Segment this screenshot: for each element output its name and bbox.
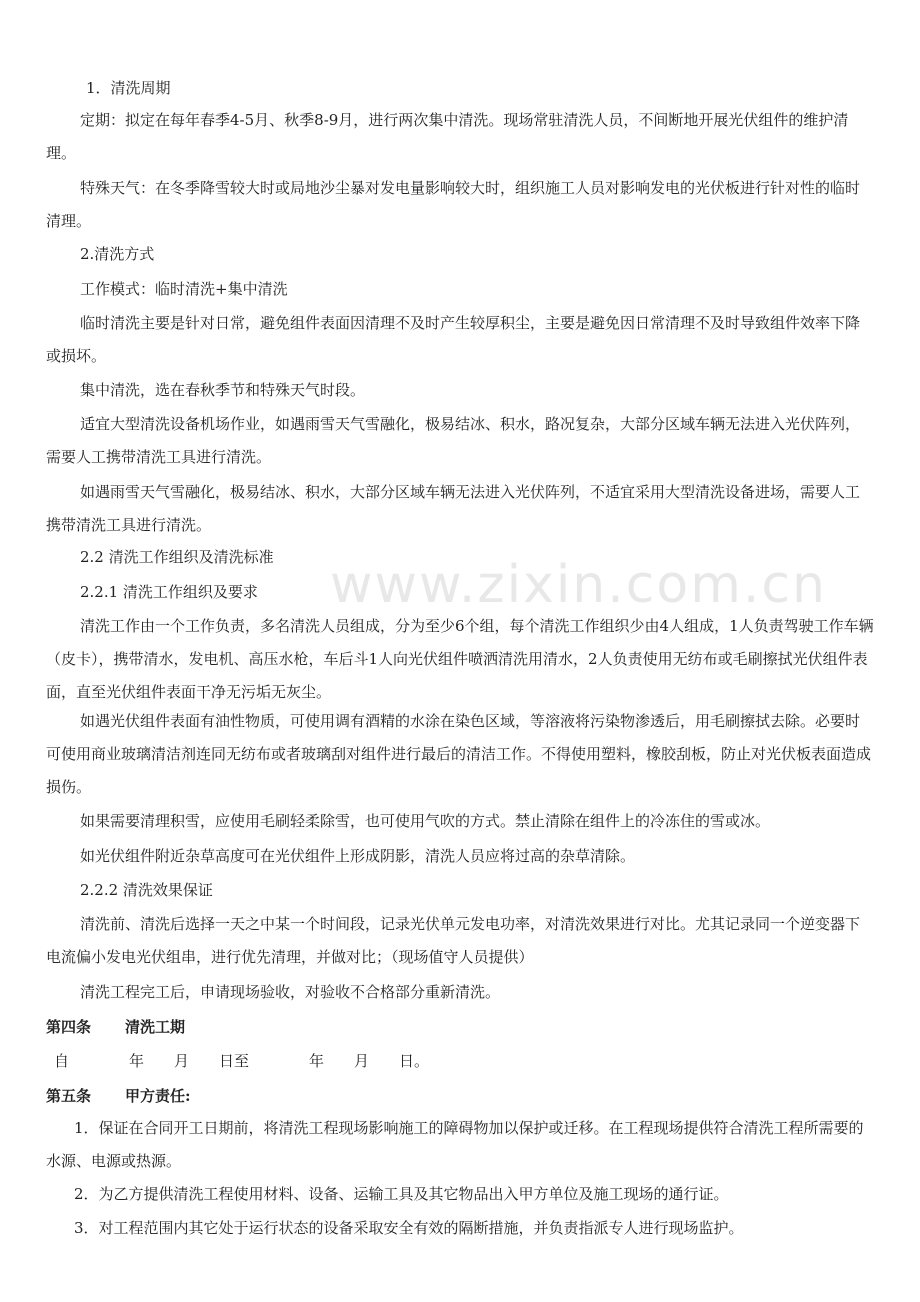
paragraph-large-equipment: 适宜大型清洗设备机场作业，如遇雨雪天气雪融化，极易结冰、积水，路况复杂，大部分区域车辆无法进入光伏阵列，需要人工携带清洗工具进行清洗。: [46, 415, 861, 466]
article-4-title: 清洗工期: [125, 1018, 186, 1036]
article-5-title: 甲方责任:: [125, 1087, 191, 1105]
article-5-label: 第五条: [46, 1087, 92, 1105]
paragraph-acceptance: 清洗工程完工后，申请现场验收，对验收不合格部分重新清洗。: [80, 983, 501, 1001]
watermark: www.zixin.com.cn: [330, 555, 827, 615]
paragraph-party-a-duty-1: 1．保证在合同开工日期前，将清洗工程现场影响施工的障碍物加以保护或迁移。在工程现场提供符合清洗工程所需要的水源、电源或热源。: [46, 1119, 864, 1170]
section-2-2-2-title: 2.2.2 清洗效果保证: [80, 881, 213, 899]
section-1-title: 1．清洗周期: [86, 79, 171, 97]
section-2-title: 2.清洗方式: [80, 245, 155, 263]
paragraph-snow-removal: 如果需要清理积雪，应使用毛刷轻柔除雪，也可使用气吹的方式。禁止清除在组件上的冷冻住的雪或冰。: [80, 812, 771, 830]
construction-period-dates: 自 年 月 日至 年 月 日。: [54, 1052, 430, 1070]
paragraph-central-cleaning: 集中清洗，选在春秋季节和特殊天气时段。: [80, 381, 366, 399]
paragraph-party-a-duty-3: 3．对工程范围内其它处于运行状态的设备采取安全有效的隔断措施，并负责指派专人进行现场监护。: [74, 1219, 744, 1237]
paragraph-temporary-cleaning: 临时清洗主要是针对日常，避免组件表面因清理不及时产生较厚积尘，主要是避免因日常清理不及时导致组件效率下降或损坏。: [46, 314, 861, 365]
article-5-heading: [46, 1086, 191, 1106]
paragraph-oil-stains: 如遇光伏组件表面有油性物质，可使用调有酒精的水涂在染色区域，等溶液将污染物渗透后，用毛刷擦拭去除。必要时可使用商业玻璃清洁剂连同无纺布或者玻璃刮对组件进行最后的清洁工作。不得使用塑料，橡胶刮板，防止对光伏板表面造成损伤。: [46, 712, 872, 796]
paragraph-work-mode: 工作模式：临时清洗+集中清洗: [80, 280, 288, 298]
article-4-heading: [46, 1017, 185, 1037]
paragraph-party-a-duty-2: 2．为乙方提供清洗工程使用材料、设备、运输工具及其它物品出入甲方单位及施工现场的通行证。: [74, 1185, 729, 1203]
paragraph-team-organization: 清洗工作由一个工作负责，多名清洗人员组成，分为至少6个组，每个清洗工作组织少由4人组成，1人负责驾驶工作车辆（皮卡），携带清水，发电机、高压水枪，车后斗1人向光伏组件喷洒清洗用清水，2人负责使用无纺布或毛刷擦拭光伏组件表面，直至光伏组件表面干净无污垢无灰尘。: [46, 617, 874, 701]
article-4-label: 第四条: [46, 1018, 92, 1036]
section-2-2-title: 2.2 清洗工作组织及清洗标准: [80, 548, 274, 566]
paragraph-regular-schedule: 定期：拟定在每年春季4-5月、秋季8-9月，进行两次集中清洗。现场常驻清洗人员，不间断地开展光伏组件的维护清理。: [46, 111, 849, 162]
paragraph-snow-conditions: 如遇雨雪天气雪融化，极易结冰、积水，大部分区域车辆无法进入光伏阵列，不适宜采用大型清洗设备进场，需要人工携带清洗工具进行清洗。: [46, 483, 861, 534]
paragraph-weed-removal: 如光伏组件附近杂草高度可在光伏组件上形成阴影，清洗人员应将过高的杂草清除。: [80, 847, 636, 865]
paragraph-effect-comparison: 清洗前、清洗后选择一天之中某一个时间段，记录光伏单元发电功率，对清洗效果进行对比。尤其记录同一个逆变器下电流偏小发电光伏组串，进行优先清理，并做对比；（现场值守人员提供）: [46, 915, 861, 966]
section-2-2-1-title: 2.2.1 清洗工作组织及要求: [80, 583, 258, 601]
paragraph-special-weather: 特殊天气：在冬季降雪较大时或局地沙尘暴对发电量影响较大时，组织施工人员对影响发电的光伏板进行针对性的临时清理。: [46, 179, 861, 230]
